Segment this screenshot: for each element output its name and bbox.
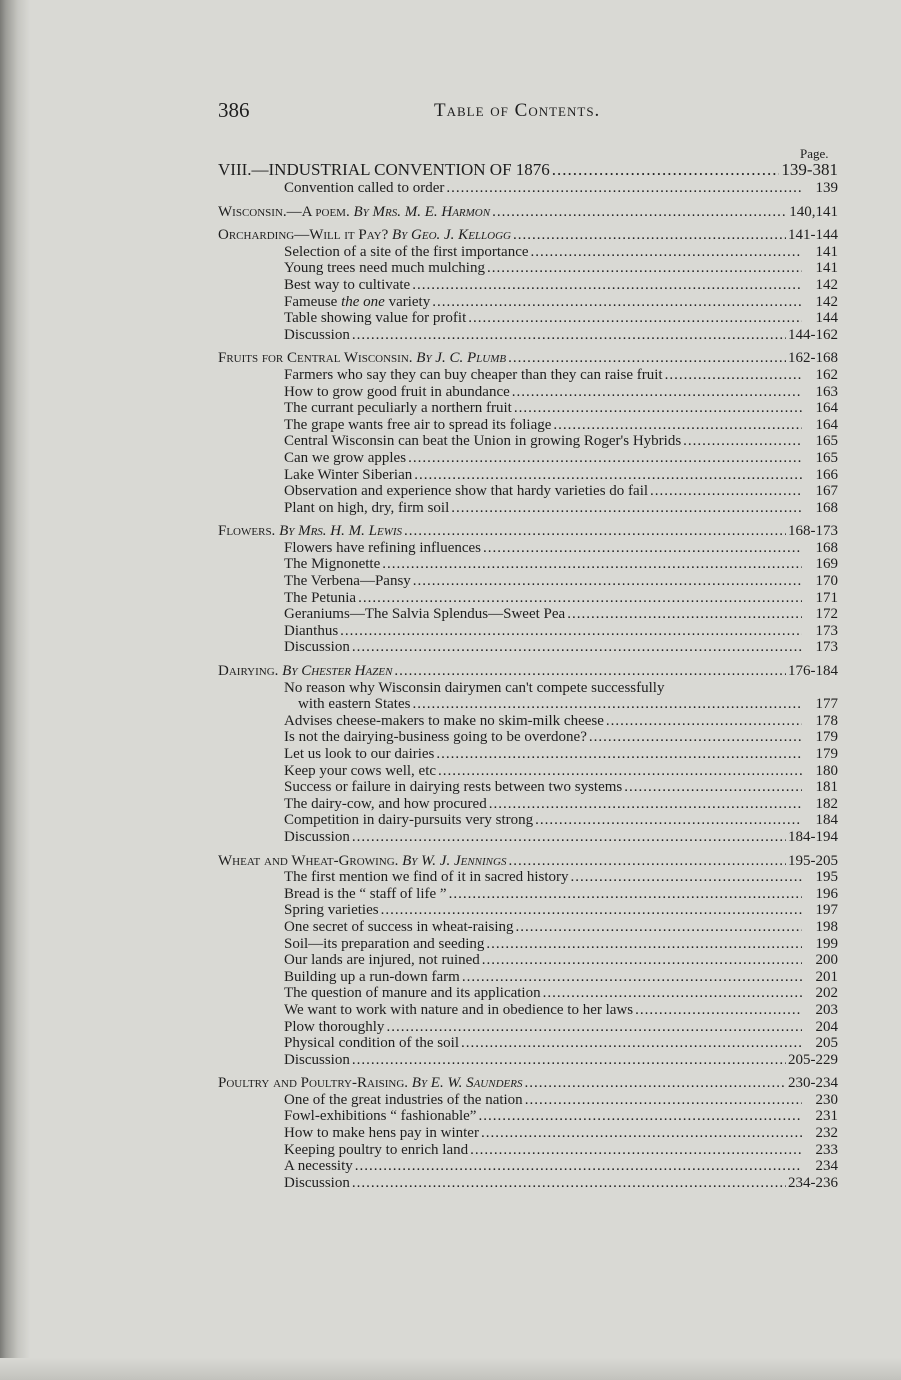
- entry-page: 178: [815, 712, 838, 729]
- toc-entry: [218, 812, 838, 829]
- dot-leader: [461, 1035, 802, 1052]
- entry-title: Selection of a site of the first importance: [284, 243, 529, 260]
- dot-leader: [552, 160, 780, 180]
- entry-page: 144-162: [788, 326, 838, 343]
- section-author: By Mrs. H. M. Lewis: [279, 523, 403, 540]
- section-name: Poultry and Poultry-Raising.: [218, 1075, 412, 1092]
- toc-entry: [218, 277, 838, 294]
- entry-title: Keep your cows well, etc: [284, 762, 437, 779]
- dot-leader: [470, 1142, 802, 1159]
- entry-page: 167: [815, 483, 838, 500]
- section-name: Wheat and Wheat-Growing.: [218, 852, 403, 869]
- entry-page: 177: [815, 696, 838, 713]
- dot-leader: [413, 573, 802, 590]
- dot-leader: [404, 523, 786, 540]
- dot-leader: [381, 902, 802, 919]
- entry-page: 139: [815, 180, 838, 196]
- toc-entry: [218, 417, 838, 434]
- dot-leader: [513, 227, 786, 244]
- toc-entry: [218, 180, 838, 197]
- dot-leader: [589, 729, 802, 746]
- toc-entry: [218, 1002, 838, 1019]
- entry-title: The dairy-cow, and how procured: [284, 795, 487, 812]
- entry-page: 166: [815, 466, 838, 483]
- entry-page: 196: [815, 885, 838, 902]
- entry-title: How to make hens pay in winter: [284, 1125, 479, 1142]
- page-number: 386: [218, 98, 250, 122]
- toc-part-heading: [218, 160, 838, 180]
- dot-leader: [553, 417, 802, 434]
- section-name: Orcharding—Will it Pay?: [218, 227, 392, 244]
- toc-entry: [218, 796, 838, 813]
- entry-page: 184: [815, 812, 838, 829]
- entry-page: 164: [815, 416, 838, 433]
- section-title: [218, 204, 490, 221]
- toc-entry: [218, 729, 838, 746]
- entry-title: Discussion: [284, 828, 350, 845]
- entry-title: Success or failure in dairying rests between two systems: [284, 779, 623, 796]
- section-pages: 162-168: [788, 350, 838, 367]
- entry-title: Central Wisconsin can beat the Union in growing Roger's Hybrids: [284, 433, 682, 450]
- entry-page: 179: [815, 729, 838, 746]
- toc-entry: [218, 573, 838, 590]
- toc-entry: [218, 606, 838, 623]
- toc-section: [218, 350, 838, 367]
- dot-leader: [483, 540, 802, 557]
- entry-title: Discussion: [284, 639, 350, 656]
- entry-page: 141: [815, 243, 838, 260]
- dot-leader: [352, 639, 802, 656]
- entry-title: The first mention we find of it in sacred history: [284, 869, 569, 886]
- dot-leader: [432, 294, 802, 311]
- entry-title: Let us look to our dairies: [284, 746, 435, 762]
- dot-leader: [394, 663, 786, 680]
- dot-leader: [446, 180, 802, 197]
- entry-title: Physical condition of the soil: [284, 1035, 459, 1052]
- entry-page: 168: [815, 499, 838, 516]
- dot-leader: [650, 483, 802, 500]
- entry-page: 142: [815, 293, 838, 310]
- entry-page: 163: [815, 383, 838, 400]
- toc-entry: [218, 384, 838, 401]
- dot-leader: [352, 327, 786, 344]
- entry-title: One secret of success in wheat-raising: [284, 918, 514, 935]
- dot-leader: [606, 713, 802, 730]
- entry-page: 232: [815, 1125, 838, 1142]
- toc-entry: [218, 639, 838, 656]
- toc-entry: [218, 310, 838, 327]
- section-name: Dairying.: [218, 663, 283, 680]
- dot-leader: [525, 1092, 802, 1109]
- entry-page: 162: [815, 366, 838, 383]
- section-author: By Chester Hazen: [282, 663, 393, 680]
- entry-title: The question of manure and its application: [284, 985, 541, 1002]
- dot-leader: [683, 433, 802, 450]
- toc-entry: [218, 680, 838, 697]
- entry-page: 170: [815, 573, 838, 590]
- entry-page: 173: [815, 622, 838, 639]
- toc-entry: [218, 433, 838, 450]
- entry-title: Our lands are injured, not ruined: [284, 952, 480, 969]
- entry-title: Can we grow apples: [284, 449, 407, 466]
- dot-leader: [567, 606, 802, 623]
- dot-leader: [516, 919, 803, 936]
- dot-leader: [514, 400, 802, 417]
- toc-entry: [218, 556, 838, 573]
- entry-title: The grape wants free air to spread its foliage: [284, 416, 552, 433]
- entry-title: Table showing value for profit: [284, 310, 467, 327]
- section-name: Flowers.: [218, 523, 280, 540]
- entry-title: How to grow good fruit in abundance: [284, 383, 510, 400]
- section-title: [218, 350, 506, 367]
- entry-title: Bread is the “ staff of life ”: [284, 885, 447, 902]
- toc-entry: [218, 902, 838, 919]
- dot-leader: [512, 384, 802, 401]
- entry-page: 172: [815, 606, 838, 623]
- entry-page: 203: [815, 1001, 838, 1018]
- entry-title: Competition in dairy-pursuits very strong: [284, 812, 534, 829]
- toc-entry: [218, 327, 838, 344]
- toc-entry: [218, 1158, 838, 1175]
- toc-entry: [218, 713, 838, 730]
- book-spine-shadow: [0, 0, 30, 1380]
- section-author: By E. W. Saunders: [411, 1075, 523, 1092]
- toc-entry: [218, 590, 838, 607]
- dot-leader: [482, 952, 802, 969]
- dot-leader: [355, 1158, 802, 1175]
- entry-title: No reason why Wisconsin dairymen can't compete successfully: [284, 679, 665, 696]
- entry-title: Soil—its preparation and seeding: [284, 935, 485, 952]
- entry-page: 182: [815, 795, 838, 812]
- section-pages: 230-234: [788, 1075, 838, 1092]
- entry-title: Best way to cultivate: [284, 276, 411, 293]
- section-pages: 176-184: [788, 663, 838, 680]
- dot-leader: [524, 1075, 786, 1092]
- toc-entry: [218, 763, 838, 780]
- entry-title: Is not the dairying-business going to be overdone?: [284, 729, 587, 746]
- dot-leader: [352, 1175, 786, 1192]
- toc-entry: [218, 483, 838, 500]
- toc-section: [218, 1075, 838, 1092]
- entry-page: 205-229: [788, 1051, 838, 1068]
- table-of-contents: [218, 160, 838, 1191]
- entry-text: Fameuse: [284, 293, 342, 310]
- entry-page: 201: [815, 968, 838, 985]
- dot-leader: [535, 812, 802, 829]
- toc-entry: [218, 869, 838, 886]
- entry-title: Dianthus: [284, 622, 339, 639]
- dot-leader: [408, 450, 802, 467]
- dot-leader: [352, 1052, 786, 1069]
- toc-entry: [218, 1175, 838, 1192]
- dot-leader: [487, 260, 802, 277]
- entry-page: 184-194: [788, 828, 838, 845]
- dot-leader: [462, 969, 802, 986]
- toc-section: [218, 523, 838, 540]
- toc-entry: [218, 985, 838, 1002]
- toc-entry: [218, 886, 838, 903]
- toc-entry: [218, 500, 838, 517]
- toc-entry: [218, 467, 838, 484]
- entry-page: 231: [815, 1108, 838, 1125]
- entry-title: Convention called to order: [284, 180, 445, 196]
- entry-title: One of the great industries of the nation: [284, 1091, 523, 1108]
- toc-entry: [218, 919, 838, 936]
- toc-entry: [218, 969, 838, 986]
- entry-page: 144: [815, 310, 838, 327]
- dot-leader: [543, 985, 802, 1002]
- toc-entry: [218, 829, 838, 846]
- toc-section: [218, 204, 838, 221]
- toc-entry: [218, 1035, 838, 1052]
- entry-title: Building up a run-down farm: [284, 968, 460, 985]
- toc-section: [218, 227, 838, 244]
- toc-entry: [218, 936, 838, 953]
- toc-entry: [218, 746, 838, 763]
- entry-title: Lake Winter Siberian: [284, 466, 413, 483]
- entry-text: variety: [384, 293, 431, 310]
- toc-entry: [218, 1142, 838, 1159]
- entry-page: 179: [815, 746, 838, 762]
- section-pages: 168-173: [788, 523, 838, 540]
- toc-entry: [218, 1052, 838, 1069]
- toc-section: [218, 663, 838, 680]
- toc-entry: [218, 450, 838, 467]
- dot-leader: [492, 204, 787, 221]
- dot-leader: [412, 696, 802, 713]
- entry-page: 204: [815, 1018, 838, 1035]
- entry-page: 234-236: [788, 1174, 838, 1191]
- entry-page: 164: [815, 400, 838, 417]
- toc-entry: [218, 400, 838, 417]
- section-title: [218, 853, 506, 870]
- dot-leader: [478, 1108, 802, 1125]
- dot-leader: [358, 590, 802, 607]
- entry-title: The currant peculiarly a northern fruit: [284, 400, 512, 417]
- entry-page: 168: [815, 539, 838, 556]
- toc-entry-continuation: [218, 696, 838, 713]
- running-head: Table of Contents.: [434, 100, 601, 121]
- entry-title: Farmers who say they can buy cheaper than they can raise fruit: [284, 366, 663, 383]
- dot-leader: [436, 746, 802, 763]
- entry-title: We want to work with nature and in obedience to her laws: [284, 1001, 634, 1018]
- entry-page: 198: [815, 918, 838, 935]
- entry-page: 165: [815, 433, 838, 450]
- entry-page: 230: [815, 1091, 838, 1108]
- entry-italic-text: the one: [341, 293, 385, 310]
- section-title: [218, 1075, 522, 1092]
- dot-leader: [386, 1019, 802, 1036]
- entry-title: The Mignonette: [284, 556, 381, 573]
- toc-entry: [218, 779, 838, 796]
- dot-leader: [414, 467, 802, 484]
- entry-title: The Verbena—Pansy: [284, 573, 411, 590]
- toc-entry: [218, 367, 838, 384]
- entry-page: 181: [815, 779, 838, 796]
- section-name: Wisconsin.—A poem.: [218, 203, 354, 220]
- entry-page: 141: [815, 260, 838, 277]
- entry-page: 234: [815, 1158, 838, 1175]
- dot-leader: [489, 796, 802, 813]
- entry-page: 205: [815, 1035, 838, 1052]
- section-name: Fruits for Central Wisconsin.: [218, 350, 417, 367]
- dot-leader: [449, 886, 802, 903]
- entry-title: Young trees need much mulching: [284, 260, 485, 277]
- dot-leader: [571, 869, 802, 886]
- entry-title: The Petunia: [284, 589, 357, 606]
- toc-entry: [218, 1108, 838, 1125]
- entry-title: Flowers have refining influences: [284, 539, 482, 556]
- dot-leader: [382, 556, 802, 573]
- entry-title: Advises cheese-makers to make no skim-milk cheese: [284, 712, 604, 729]
- dot-leader: [531, 244, 802, 261]
- section-author: By W. J. Jennings: [402, 852, 507, 869]
- entry-title: [284, 294, 430, 311]
- entry-page: 171: [815, 589, 838, 606]
- entry-title: Spring varieties: [284, 902, 379, 919]
- toc-section: [218, 853, 838, 870]
- section-title: [218, 227, 511, 244]
- dot-leader: [352, 829, 786, 846]
- part-title: VIII.—INDUSTRIAL CONVENTION OF 1876: [218, 160, 550, 179]
- entry-page: 165: [815, 449, 838, 466]
- dot-leader: [438, 763, 802, 780]
- entry-title: Discussion: [284, 1051, 350, 1068]
- part-pages: 139-381: [781, 160, 838, 179]
- toc-entry: [218, 294, 838, 311]
- section-pages: 140,141: [789, 203, 838, 220]
- dot-leader: [468, 310, 802, 327]
- dot-leader: [486, 936, 802, 953]
- toc-entry: [218, 540, 838, 557]
- entry-title: Fowl-exhibitions “ fashionable”: [284, 1108, 477, 1125]
- toc-entry: [218, 244, 838, 261]
- entry-title: Plow thoroughly: [284, 1018, 385, 1035]
- entry-title: A necessity: [284, 1158, 353, 1175]
- entry-page: 197: [815, 902, 838, 919]
- dot-leader: [665, 367, 802, 384]
- entry-page: 142: [815, 276, 838, 293]
- entry-page: 200: [815, 952, 838, 969]
- entry-page: 180: [815, 762, 838, 779]
- page-column-label: Page.: [800, 146, 829, 161]
- dot-leader: [508, 350, 786, 367]
- entry-page: 202: [815, 985, 838, 1002]
- toc-entry: [218, 1092, 838, 1109]
- section-author: By Geo. J. Kellogg: [392, 227, 511, 244]
- toc-entry: [218, 260, 838, 277]
- section-pages: 141-144: [788, 227, 838, 244]
- entry-title: Discussion: [284, 326, 350, 343]
- section-title: [218, 663, 392, 680]
- entry-title: Keeping poultry to enrich land: [284, 1141, 469, 1158]
- page-bottom-edge: [0, 1358, 901, 1380]
- toc-entry: [218, 623, 838, 640]
- entry-title: Geraniums—The Salvia Splendus—Sweet Pea: [284, 606, 566, 623]
- dot-leader: [624, 779, 802, 796]
- entry-title: Discussion: [284, 1174, 350, 1191]
- entry-title: with eastern States: [298, 696, 411, 713]
- toc-entry: [218, 1125, 838, 1142]
- entry-page: 199: [815, 935, 838, 952]
- dot-leader: [451, 500, 802, 517]
- section-author: By J. C. Plumb: [416, 350, 507, 367]
- dot-leader: [481, 1125, 802, 1142]
- entry-page: 233: [815, 1141, 838, 1158]
- dot-leader: [635, 1002, 802, 1019]
- toc-entry: [218, 952, 838, 969]
- entry-page: 195: [815, 869, 838, 886]
- toc-entry: [218, 1019, 838, 1036]
- section-author: By Mrs. M. E. Harmon: [353, 203, 491, 220]
- section-pages: 195-205: [788, 852, 838, 869]
- entry-title: Observation and experience show that hardy varieties do fail: [284, 483, 649, 500]
- entry-title: Plant on high, dry, firm soil: [284, 499, 450, 516]
- dot-leader: [508, 853, 786, 870]
- dot-leader: [340, 623, 802, 640]
- section-title: [218, 523, 402, 540]
- dot-leader: [412, 277, 802, 294]
- entry-page: 173: [815, 639, 838, 656]
- entry-page: 169: [815, 556, 838, 573]
